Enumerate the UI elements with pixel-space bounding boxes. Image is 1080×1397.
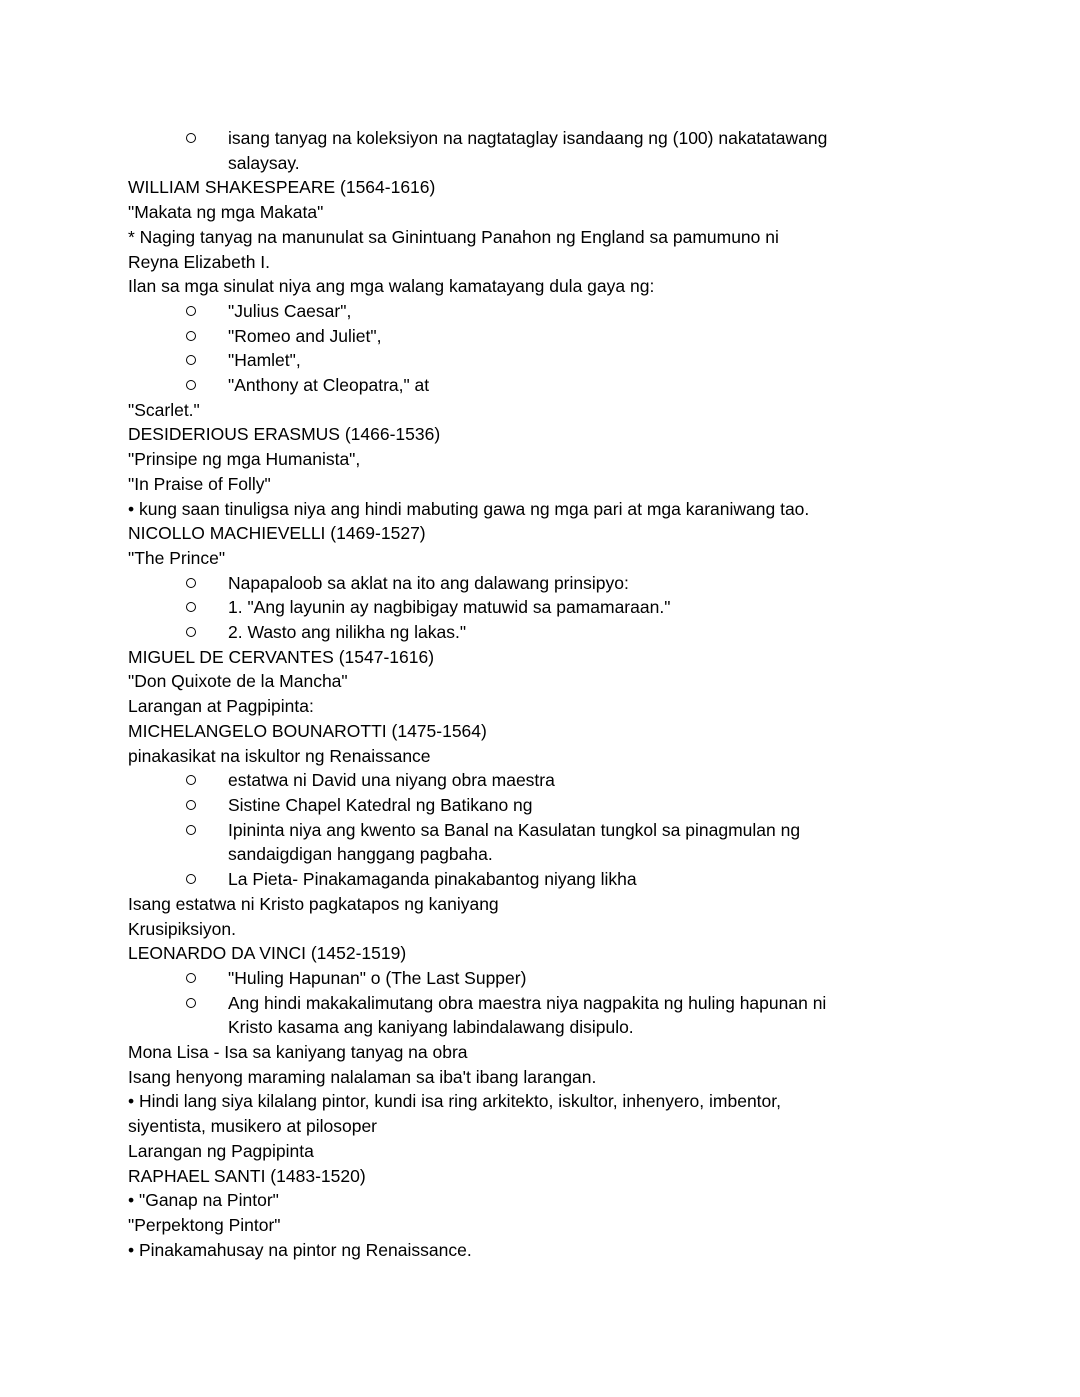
bullet-text: La Pieta- Pinakamaganda pinakabantog niyang likha [228,869,637,890]
paragraph-line: Isang estatwa ni Kristo pagkatapos ng kaniyang [128,893,499,914]
paragraph-line: Larangan at Pagpipinta: [128,696,314,717]
bullet-item [128,793,962,818]
bullet-marker-column [128,595,228,620]
bullet-circle-icon [186,331,196,341]
bullet-marker-column [128,768,228,793]
paragraph-line: • kung saan tinuligsa niya ang hindi mabuting gawa ng mga pari at mga karaniwang tao. [128,498,810,519]
paragraph-line: NICOLLO MACHIEVELLI (1469-1527) [128,523,426,544]
paragraph-line: * Naging tanyag na manunulat sa Ginintuang Panahon ng England sa pamumuno ni [128,226,779,247]
paragraph-line: "Prinsipe ng mga Humanista", [128,449,361,470]
paragraph-line: RAPHAEL SANTI (1483-1520) [128,1165,366,1186]
bullet-text: 2. Wasto ang nilikha ng lakas." [228,622,467,643]
bullet-text: "Anthony at Cleopatra," at [228,375,430,396]
document-content [128,126,962,1262]
bullet-marker-column [128,126,228,151]
bullet-item [128,867,962,892]
paragraph-line: pinakasikat na iskultor ng Renaissance [128,745,431,766]
bullet-circle-icon [186,133,196,143]
bullet-text: Ang hindi makakalimutang obra maestra niya nagpakita ng huling hapunan ni [228,992,827,1013]
bullet-marker-column [128,793,228,818]
bullet-marker-column [128,571,228,596]
paragraph-line: "The Prince" [128,547,226,568]
paragraph-line: Larangan ng Pagpipinta [128,1140,314,1161]
bullet-marker-column [128,867,228,892]
bullet-marker-column [128,966,228,991]
bullet-item [128,348,962,373]
bullet-item [128,818,962,843]
bullet-text: Ipininta niya ang kwento sa Banal na Kasulatan tungkol sa pinagmulan ng [228,819,801,840]
paragraph-line: Isang henyong maraming nalalaman sa iba't ibang larangan. [128,1066,597,1087]
paragraph-line: • Hindi lang siya kilalang pintor, kundi isa ring arkitekto, iskultor, inhenyero, imbentor, [128,1091,781,1112]
paragraph-line: "Scarlet." [128,399,200,420]
bullet-circle-icon [186,973,196,983]
bullet-circle-icon [186,874,196,884]
bullet-circle-icon [186,306,196,316]
paragraph-line: "In Praise of Folly" [128,473,271,494]
bullet-circle-icon [186,627,196,637]
bullet-item [128,620,962,645]
bullet-circle-icon [186,602,196,612]
bullet-text: "Hamlet", [228,350,301,371]
bullet-item [128,299,962,324]
bullet-marker-column [128,324,228,349]
bullet-circle-icon [186,775,196,785]
paragraph-line: DESIDERIOUS ERASMUS (1466-1536) [128,424,441,445]
bullet-item [128,768,962,793]
bullet-item [128,126,962,151]
bullet-marker-column [128,373,228,398]
bullet-item [128,966,962,991]
bullet-circle-icon [186,355,196,365]
bullet-circle-icon [186,800,196,810]
bullet-marker-column [128,818,228,843]
bullet-text: "Romeo and Juliet", [228,325,382,346]
bullet-text: isang tanyag na koleksiyon na nagtataglay isandaang ng (100) nakatatawang [228,128,828,148]
bullet-text: Napapaloob sa aklat na ito ang dalawang prinsipyo: [228,572,629,593]
paragraph-line: LEONARDO DA VINCI (1452-1519) [128,943,407,964]
paragraph-line: Reyna Elizabeth I. [128,251,271,272]
paragraph-line: WILLIAM SHAKESPEARE (1564-1616) [128,177,436,198]
bullet-marker-column [128,991,228,1016]
bullet-continuation-line: salaysay. [228,152,300,173]
paragraph-line: "Makata ng mga Makata" [128,202,324,223]
paragraph-line: MIGUEL DE CERVANTES (1547-1616) [128,646,435,667]
paragraph-line: "Don Quixote de la Mancha" [128,671,348,692]
bullet-item [128,571,962,596]
bullet-marker-column [128,620,228,645]
paragraph-line: Mona Lisa - Isa sa kaniyang tanyag na obra [128,1042,468,1063]
bullet-text: Sistine Chapel Katedral ng Batikano ng [228,794,533,815]
bullet-text: "Julius Caesar", [228,300,352,321]
paragraph-line: Ilan sa mga sinulat niya ang mga walang kamatayang dula gaya ng: [128,276,655,297]
bullet-text: "Huling Hapunan" o (The Last Supper) [228,967,527,988]
bullet-item [128,991,962,1016]
bullet-item [128,324,962,349]
bullet-item [128,373,962,398]
bullet-continuation-line: Kristo kasama ang kaniyang labindalawang disipulo. [228,1017,634,1038]
paragraph-line: MICHELANGELO BOUNAROTTI (1475-1564) [128,720,487,741]
paragraph-line: • "Ganap na Pintor" [128,1190,279,1211]
bullet-item [128,595,962,620]
bullet-text: 1. "Ang layunin ay nagbibigay matuwid sa pamamaraan." [228,597,671,618]
bullet-text: estatwa ni David una niyang obra maestra [228,770,555,791]
bullet-marker-column [128,299,228,324]
bullet-circle-icon [186,578,196,588]
bullet-continuation-line: sandaigdigan hanggang pagbaha. [228,844,493,865]
bullet-circle-icon [186,998,196,1008]
paragraph-line: "Perpektong Pintor" [128,1214,281,1235]
paragraph-line: • Pinakamahusay na pintor ng Renaissance. [128,1239,472,1260]
paragraph-line: siyentista, musikero at pilosoper [128,1116,377,1137]
bullet-circle-icon [186,380,196,390]
bullet-marker-column [128,348,228,373]
bullet-circle-icon [186,825,196,835]
paragraph-line: Krusipiksiyon. [128,918,236,939]
